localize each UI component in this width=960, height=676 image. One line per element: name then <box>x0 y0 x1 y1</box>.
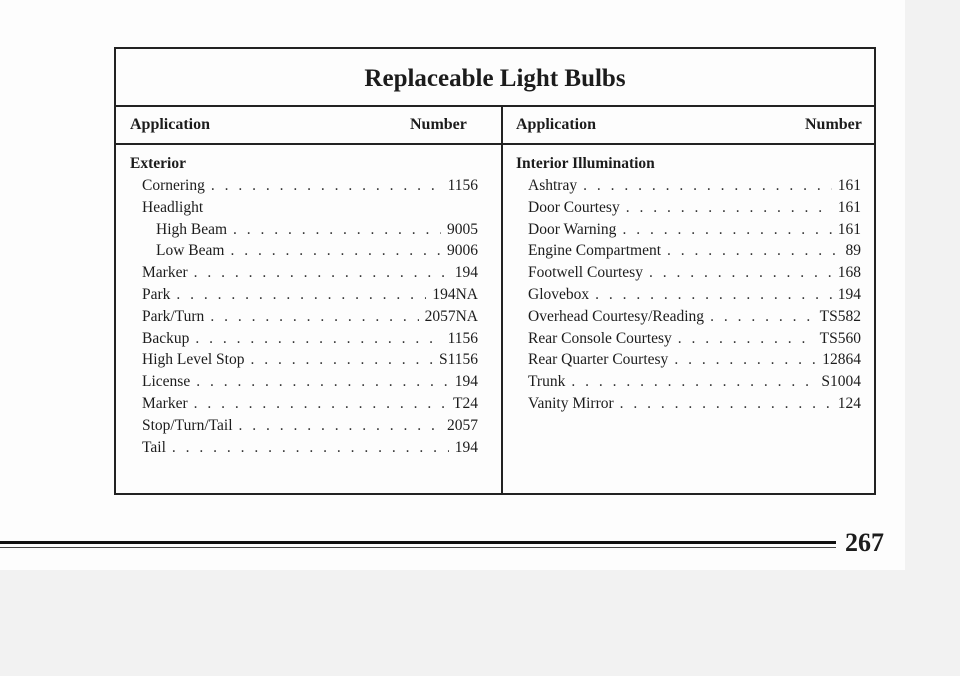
dot-leader <box>649 262 832 284</box>
dot-leader <box>678 328 814 350</box>
table-row <box>516 328 861 350</box>
bulb-number: 161 <box>837 177 861 194</box>
table-row <box>130 175 478 197</box>
dot-leader <box>230 240 441 262</box>
bulb-application: Backup <box>142 329 190 347</box>
table-row <box>130 393 478 415</box>
bulb-number: T24 <box>453 394 478 412</box>
bulb-application: Marker <box>142 264 188 282</box>
bulb-application: Low Beam <box>156 242 225 260</box>
section-title-exterior: Exterior <box>130 155 186 172</box>
page-number: 267 <box>845 528 884 557</box>
table-row <box>516 197 861 219</box>
table-row <box>130 437 478 459</box>
bulb-number: S1156 <box>438 351 478 369</box>
dot-leader <box>583 175 832 197</box>
table-row <box>516 371 861 393</box>
dot-leader <box>195 328 441 350</box>
bulb-application: Cornering <box>142 177 205 194</box>
table-row <box>130 197 478 219</box>
bulb-number: 194 <box>454 438 478 456</box>
bulb-number: 124 <box>837 394 861 412</box>
footer-rule-thin <box>0 547 836 548</box>
exterior-column <box>130 149 478 458</box>
bulb-application: Stop/Turn/Tail <box>142 416 233 434</box>
bulb-number: 89 <box>845 242 861 260</box>
bulb-application: Door Warning <box>528 220 617 238</box>
bulb-application: Park <box>142 285 171 303</box>
table-row <box>130 284 478 306</box>
bulb-application: High Level Stop <box>142 351 245 369</box>
dot-leader <box>194 393 447 415</box>
dot-leader <box>250 349 432 371</box>
bulb-number: TS582 <box>819 307 861 325</box>
bulb-application: Engine Compartment <box>528 242 662 260</box>
column-divider <box>501 105 503 493</box>
table-row <box>130 306 478 328</box>
bulb-number: 168 <box>837 264 861 282</box>
bulb-number: 1156 <box>447 177 478 194</box>
table-row <box>516 240 861 262</box>
bulb-number: 12864 <box>822 351 861 369</box>
table-row <box>516 219 861 241</box>
bulb-number: 161 <box>837 220 861 238</box>
dot-leader <box>176 284 426 306</box>
bulb-application: Rear Quarter Courtesy <box>528 351 669 369</box>
dot-leader <box>595 284 832 306</box>
bulb-application: Overhead Courtesy/Reading <box>528 307 705 325</box>
table-row <box>516 262 861 284</box>
table-row <box>516 284 861 306</box>
table-row <box>130 415 478 437</box>
table-row <box>130 328 478 350</box>
bulb-number: 2057 <box>447 416 478 434</box>
dot-leader <box>196 371 449 393</box>
bulb-application: Footwell Courtesy <box>528 264 643 282</box>
table-row <box>130 371 478 393</box>
bulb-number: 9006 <box>447 242 478 260</box>
bulb-application: Headlight <box>142 198 204 216</box>
bulb-application: Tail <box>142 438 166 456</box>
bulb-number: 194 <box>454 264 478 282</box>
bulb-number: 161 <box>837 198 861 216</box>
dot-leader <box>674 349 816 371</box>
dot-leader <box>620 393 832 415</box>
table-row <box>516 175 861 197</box>
bulb-number: 194 <box>454 373 478 391</box>
table-title: Replaceable Light Bulbs <box>116 49 874 107</box>
table-row <box>516 349 861 371</box>
table-row <box>516 393 861 415</box>
right-number-header: Number <box>805 116 862 133</box>
dot-leader <box>172 437 449 459</box>
dot-leader <box>210 306 418 328</box>
header-row <box>116 105 874 145</box>
bulb-application: Ashtray <box>528 177 578 194</box>
bulb-number: 9005 <box>447 220 478 238</box>
right-application-header: Application <box>516 116 597 133</box>
bulb-application: Glovebox <box>528 285 590 303</box>
dot-leader <box>239 415 441 437</box>
bulb-application: Park/Turn <box>142 307 205 325</box>
table-row <box>130 219 478 241</box>
footer-rule <box>0 541 836 544</box>
bulb-number: 1156 <box>447 329 478 347</box>
bulb-application: License <box>142 373 191 391</box>
bulb-application: Rear Console Courtesy <box>528 329 672 347</box>
dot-leader <box>626 197 832 219</box>
dot-leader <box>211 175 442 197</box>
bulb-number: 194NA <box>432 285 478 303</box>
bulb-application: Vanity Mirror <box>528 394 614 412</box>
table-row <box>130 349 478 371</box>
bulb-number: TS560 <box>819 329 861 347</box>
bulb-application: High Beam <box>156 220 228 238</box>
dot-leader <box>571 371 815 393</box>
left-application-header: Application <box>130 116 211 133</box>
table-row <box>130 262 478 284</box>
bulb-application: Trunk <box>528 373 566 391</box>
dot-leader <box>233 219 441 241</box>
bulb-number: 2057NA <box>424 307 478 325</box>
dot-leader <box>194 262 449 284</box>
dot-leader <box>622 219 831 241</box>
dot-leader <box>667 240 839 262</box>
left-number-header: Number <box>410 116 467 133</box>
interior-column <box>516 149 861 415</box>
table-row <box>516 306 861 328</box>
bulb-table <box>114 47 876 495</box>
bulb-application: Marker <box>142 394 188 412</box>
dot-leader <box>710 306 814 328</box>
bulb-number: 194 <box>837 285 861 303</box>
bulb-number: S1004 <box>821 373 861 391</box>
table-row <box>130 240 478 262</box>
bulb-application: Door Courtesy <box>528 198 620 216</box>
section-title-interior: Interior Illumination <box>516 155 655 172</box>
